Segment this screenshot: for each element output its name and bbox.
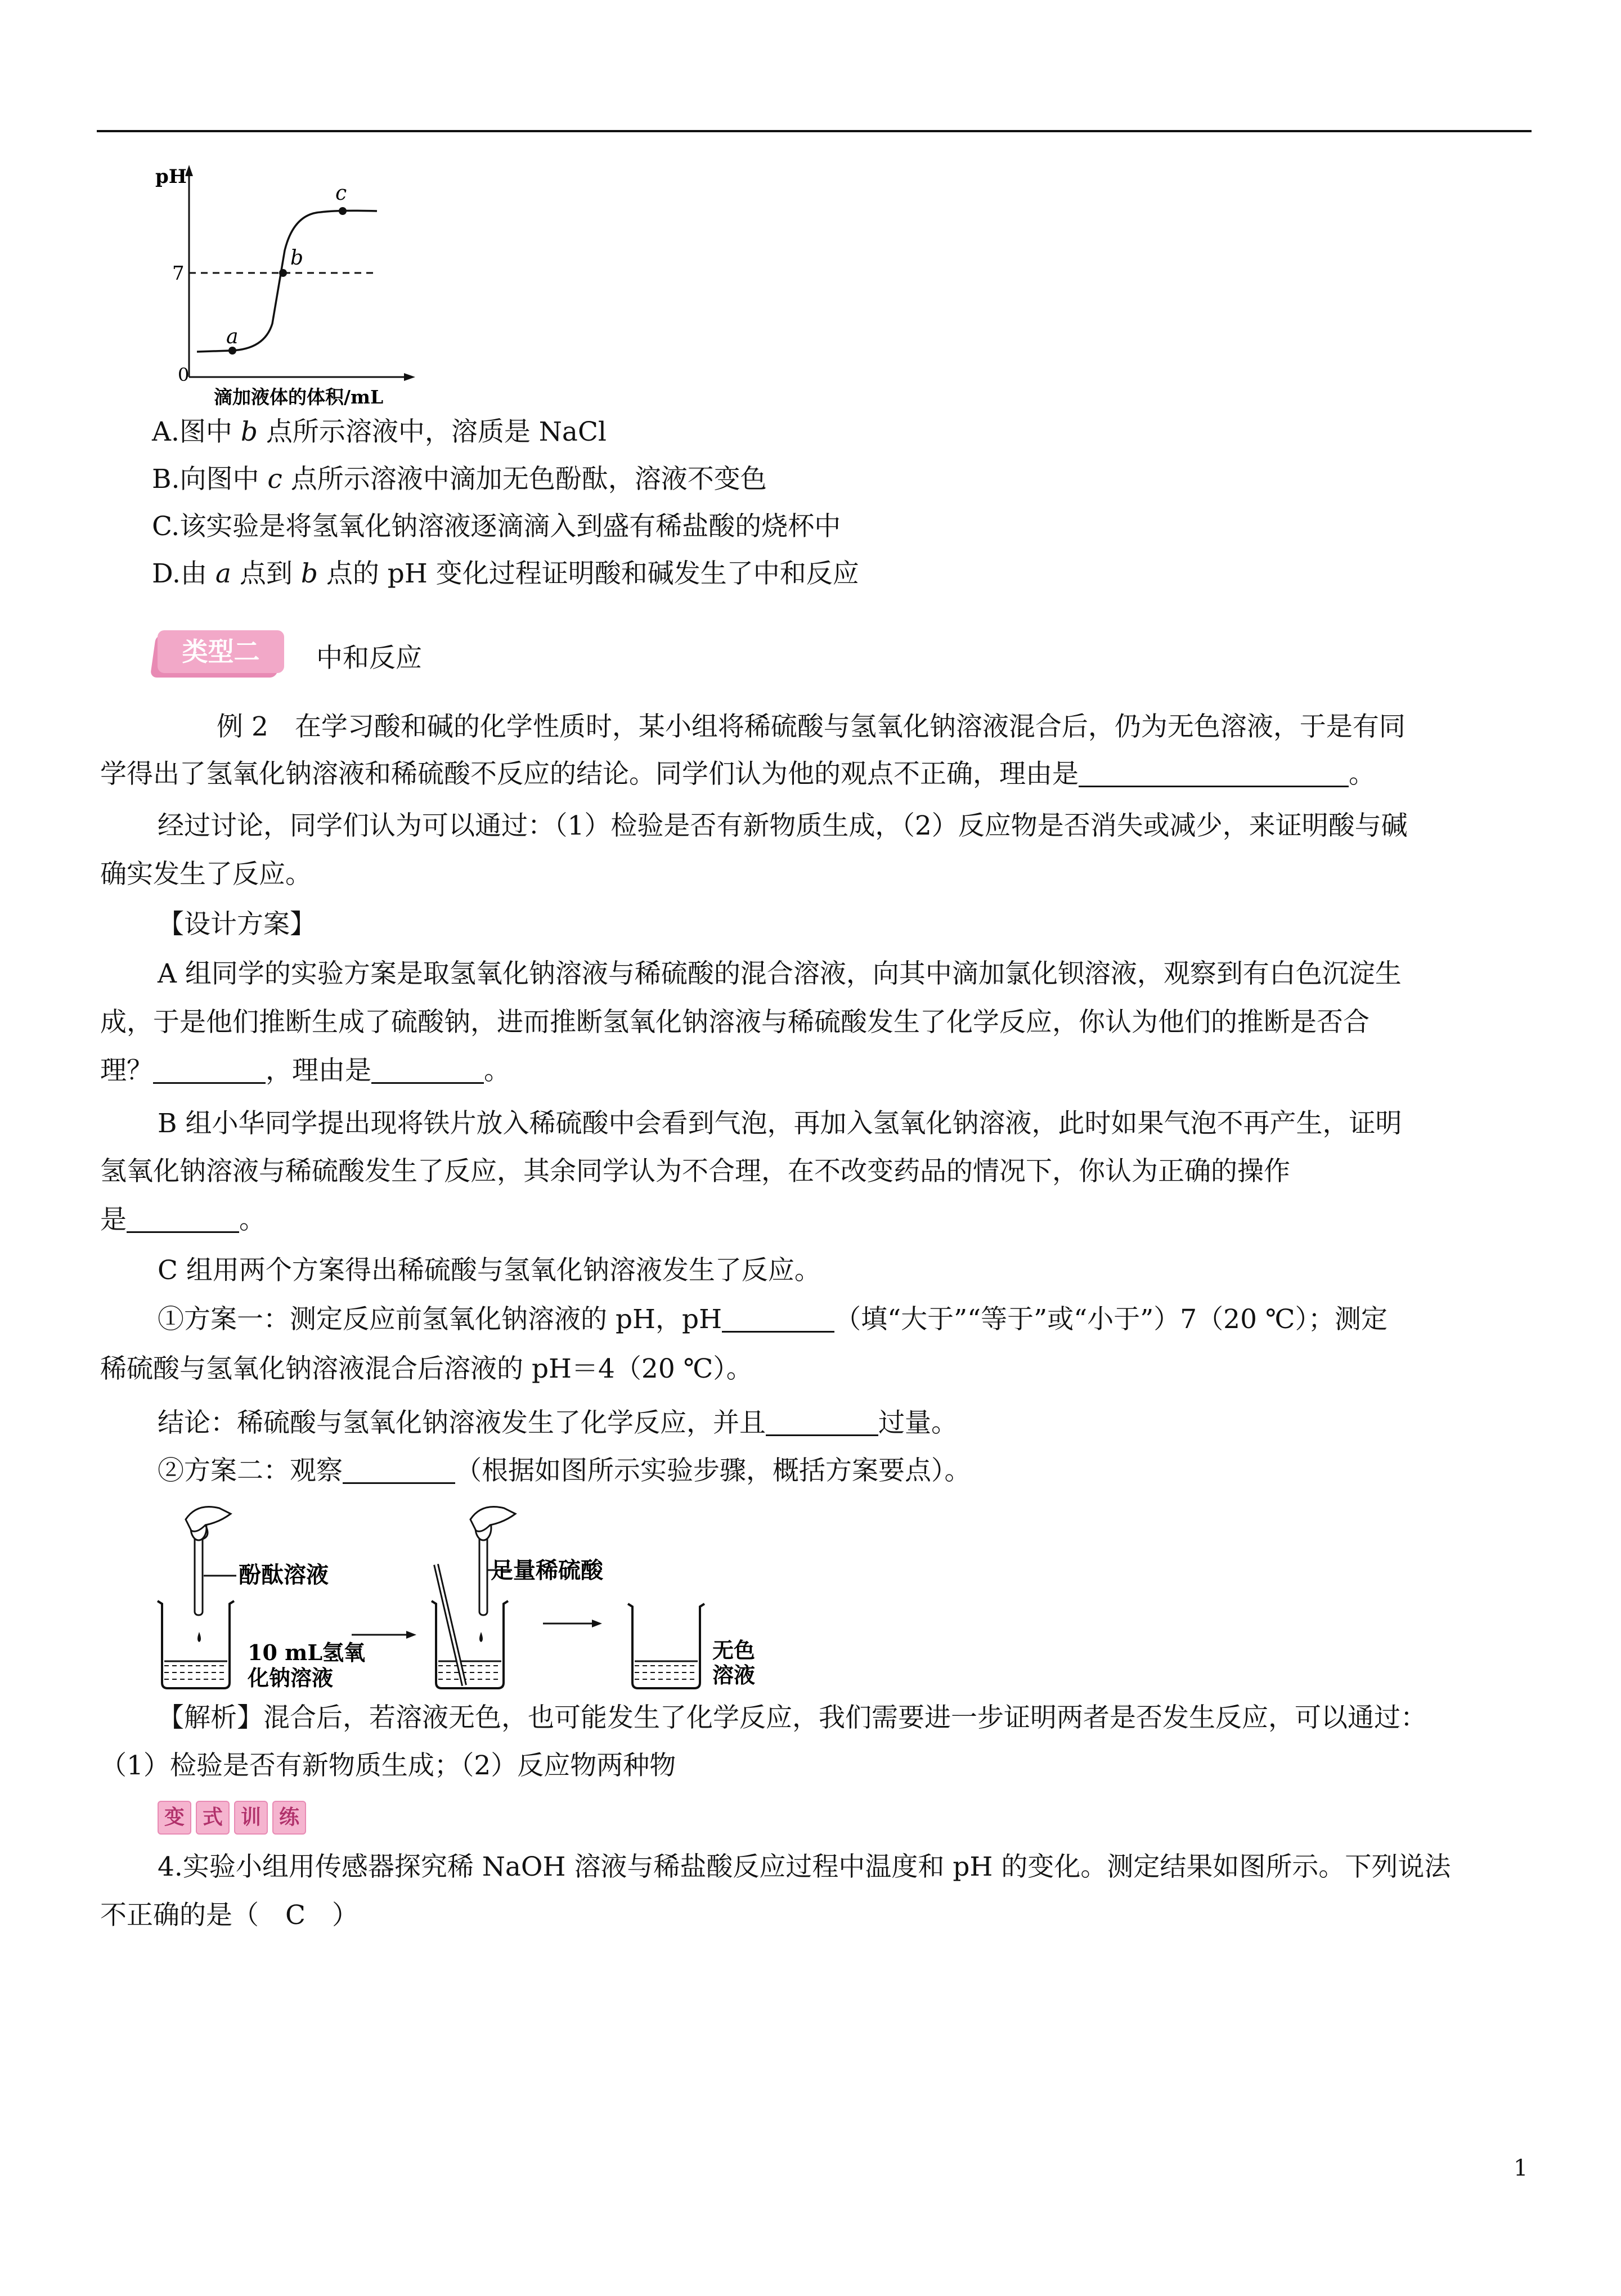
- example-line-3: 经过讨论，同学们认为可以通过：（1）检验是否有新物质生成，（2）反应物是否消失或减少，来证明酸与碱: [158, 810, 1408, 841]
- option-b: B.向图中 c 点所示溶液中滴加无色酚酞，溶液不变色: [152, 464, 767, 495]
- header-rule: [97, 130, 1532, 132]
- dropper-1: [186, 1507, 231, 1616]
- example-line-12: C 组用两个方案得出稀硫酸与氢氧化钠溶液发生了反应。: [158, 1255, 821, 1286]
- x-axis-label: 滴加液体的体积/mL: [214, 386, 384, 408]
- example-line-16: ②方案二：观察 （根据如图所示实验步骤，概括方案要点）。: [158, 1455, 971, 1486]
- point-b: [279, 269, 287, 277]
- example-line-13: ①方案一：测定反应前氢氧化钠溶液的 pH，pH （填“大于”“等于”或“小于”）7（20 ℃）；测定: [158, 1304, 1387, 1335]
- example-line-1: 例 2 在学习酸和碱的化学性质时，某小组将稀硫酸与氢氧化钠溶液混合后，仍为无色溶液，于是有同: [217, 711, 1406, 742]
- example-line-2: 学得出了氢氧化钠溶液和稀硫酸不反应的结论。同学们认为他的观点不正确，理由是 。: [100, 759, 1375, 790]
- practice-char: 训: [234, 1801, 268, 1835]
- answer-blank[interactable]: [766, 1410, 878, 1436]
- example-line-11: 是 。: [100, 1204, 266, 1235]
- point-c: [339, 207, 347, 215]
- practice-char: 式: [196, 1801, 230, 1835]
- analysis-line-2: （1）检验是否有新物质生成；（2）反应物两种物: [100, 1750, 676, 1781]
- ph-curve: [197, 210, 377, 352]
- question-4-line-2: 不正确的是（ C ）: [100, 1900, 358, 1931]
- label-naoh-1: 10 mL氢氧: [248, 1640, 366, 1665]
- answer-blank[interactable]: [1079, 761, 1349, 787]
- page-number: 1: [1514, 2155, 1528, 2181]
- y-tick-7: 7: [172, 262, 185, 285]
- practice-badge: [158, 1801, 306, 1835]
- option-c: C.该实验是将氢氧化钠溶液逐滴滴入到盛有稀盐酸的烧杯中: [152, 511, 841, 542]
- answer-blank[interactable]: [371, 1057, 484, 1084]
- point-b-label: b: [290, 246, 304, 270]
- example-line-7: 成，于是他们推断生成了硫酸钠，进而推断氢氧化钠溶液与稀硫酸发生了化学反应，你认为他们的推断是否合: [100, 1007, 1369, 1038]
- example-line-15: 结论：稀硫酸与氢氧化钠溶液发生了化学反应，并且 过量。: [158, 1407, 958, 1438]
- beaker-3: [628, 1604, 704, 1688]
- example-line-4: 确实发生了反应。: [100, 859, 312, 890]
- example-line-8: 理？ ，理由是 。: [100, 1055, 510, 1086]
- point-c-label: c: [335, 182, 347, 205]
- x-axis-arrow: [404, 373, 415, 381]
- section-title: 中和反应: [316, 643, 422, 674]
- practice-char: 练: [272, 1801, 306, 1835]
- analysis-line-1: 【解析】混合后，若溶液无色，也可能发生了化学反应，我们需要进一步证明两者是否发生反应，可以通过：: [158, 1702, 1427, 1733]
- design-heading: 【设计方案】: [158, 909, 316, 940]
- experiment-steps-figure: [152, 1497, 782, 1699]
- label-naoh-2: 化钠溶液: [248, 1665, 334, 1690]
- question-4-line-1: 4.实验小组用传感器探究稀 NaOH 溶液与稀盐酸反应过程中温度和 pH 的变化。测定结果如图所示。下列说法: [158, 1851, 1451, 1882]
- label-colorless-2: 溶液: [712, 1662, 756, 1688]
- example-line-6: A 组同学的实验方案是取氢氧化钠溶液与稀硫酸的混合溶液，向其中滴加氯化钡溶液，观察到有白色沉淀生: [158, 958, 1402, 989]
- answer-blank[interactable]: [153, 1057, 266, 1084]
- y-axis-label: pH: [155, 165, 187, 188]
- ph-curve-figure: [152, 160, 467, 408]
- section-badge: 类型二: [158, 630, 284, 673]
- example-line-14: 稀硫酸与氢氧化钠溶液混合后溶液的 pH＝4（20 ℃）。: [100, 1353, 753, 1384]
- option-a: A.图中 b 点所示溶液中，溶质是 NaCl: [152, 416, 607, 447]
- example-line-9: B 组小华同学提出现将铁片放入稀硫酸中会看到气泡，再加入氢氧化钠溶液，此时如果气泡不再产生，证明: [158, 1108, 1402, 1139]
- example-line-10: 氢氧化钠溶液与稀硫酸发生了反应，其余同学认为不合理，在不改变药品的情况下，你认为正确的操作: [100, 1156, 1290, 1187]
- answer-blank[interactable]: [722, 1306, 834, 1333]
- answer-blank[interactable]: [343, 1458, 455, 1484]
- label-colorless-1: 无色: [712, 1638, 756, 1663]
- label-phenolphthalein: 酚酞溶液: [239, 1562, 329, 1588]
- answer-blank[interactable]: [127, 1207, 239, 1233]
- origin-label: 0: [178, 364, 190, 385]
- option-d: D.由 a 点到 b 点的 pH 变化过程证明酸和碱发生了中和反应: [152, 558, 859, 589]
- practice-char: 变: [158, 1801, 191, 1835]
- point-a-label: a: [226, 325, 239, 348]
- label-sulfuric-acid: 足量稀硫酸: [491, 1557, 603, 1584]
